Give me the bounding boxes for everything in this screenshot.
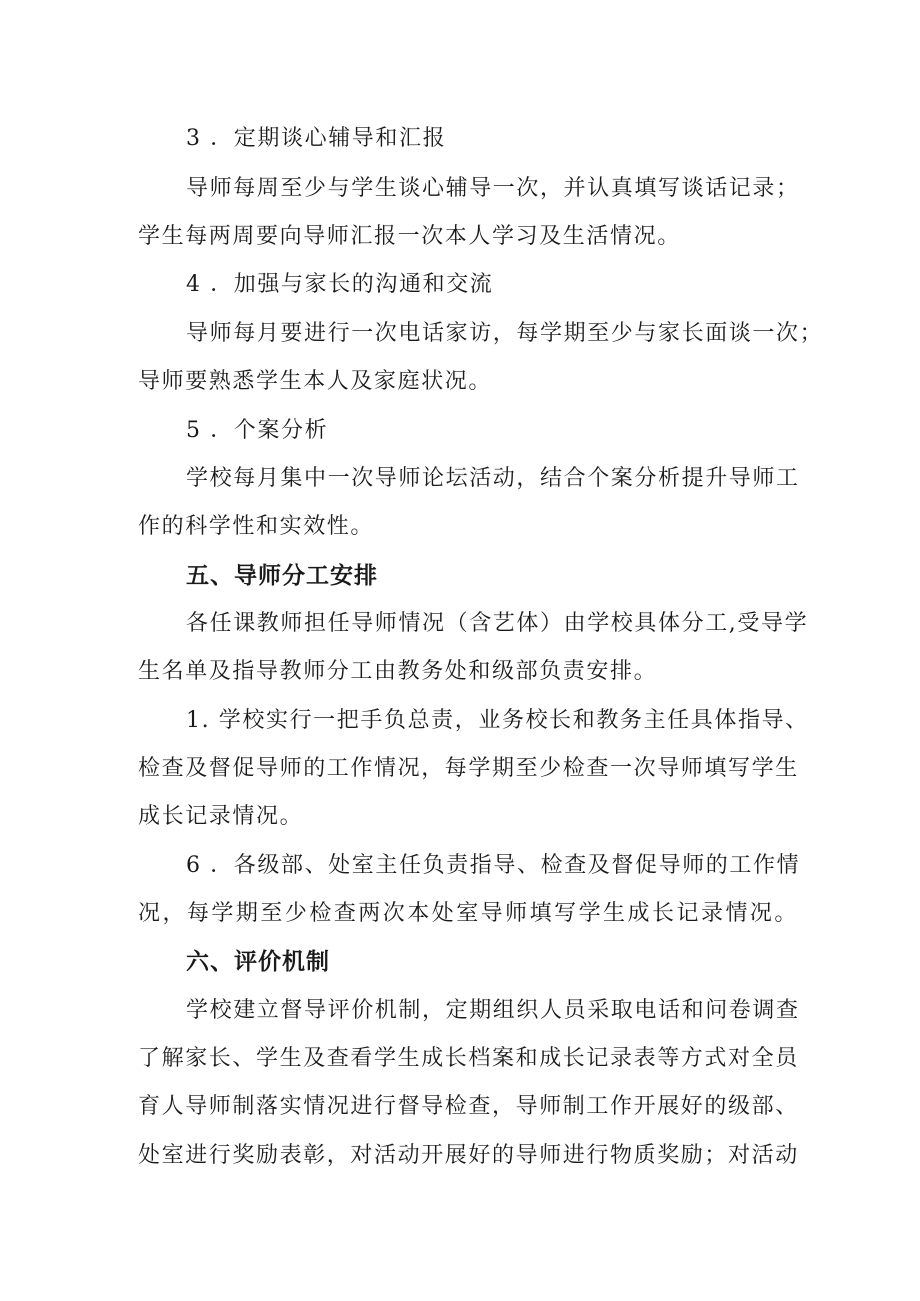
section-heading-5: 五、导师分工安排 [186, 563, 378, 589]
paragraph-line: 6 ．各级部、处室主任负责指导、检查及督促导师的工作情 [186, 853, 801, 878]
paragraph-line: 1. 学校实行一把手负总责，业务校长和教务主任具体指导、 [186, 708, 809, 733]
subsection-title-3: 3 ．定期谈心辅导和汇报 [186, 126, 447, 151]
paragraph-line: 导师要熟悉学生本人及家庭状况。 [138, 369, 493, 394]
paragraph-line: 检查及督促导师的工作情况，每学期至少检查一次导师填写学生 [138, 756, 799, 781]
subsection-title-4: 4 ．加强与家长的沟通和交流 [186, 272, 494, 297]
paragraph-line: 作的科学性和实效性。 [138, 514, 375, 539]
paragraph-line: 学校建立督导评价机制，定期组织人员采取电话和问卷调查 [186, 998, 800, 1023]
paragraph-line: 况，每学期至少检查两次本处室导师填写学生成长记录情况。 [138, 901, 798, 926]
paragraph-line: 各任课教师担任导师情况（含艺体）由学校具体分工,受导学 [186, 611, 809, 636]
section-heading-6: 六、评价机制 [186, 949, 330, 975]
paragraph-line: 学校每月集中一次导师论坛活动，结合个案分析提升导师工 [186, 466, 800, 491]
paragraph-line: 成长记录情况。 [138, 804, 304, 829]
paragraph-line: 导师每周至少与学生谈心辅导一次，并认真填写谈话记录； [186, 176, 800, 201]
paragraph-line: 学生每两周要向导师汇报一次本人学习及生活情况。 [138, 224, 681, 249]
paragraph-line: 育人导师制落实情况进行督导检查，导师制工作开展好的级部、 [138, 1094, 799, 1119]
paragraph-line: 了解家长、学生及查看学生成长档案和成长记录表等方式对全员 [138, 1046, 799, 1071]
subsection-title-5: 5 ．个案分析 [186, 418, 329, 443]
paragraph-line: 生名单及指导教师分工由教务处和级部负责安排。 [138, 659, 658, 684]
paragraph-line: 处室进行奖励表彰，对活动开展好的导师进行物质奖励；对活动 [138, 1143, 799, 1168]
paragraph-line: 导师每月要进行一次电话家访，每学期至少与家长面谈一次； [186, 321, 824, 346]
